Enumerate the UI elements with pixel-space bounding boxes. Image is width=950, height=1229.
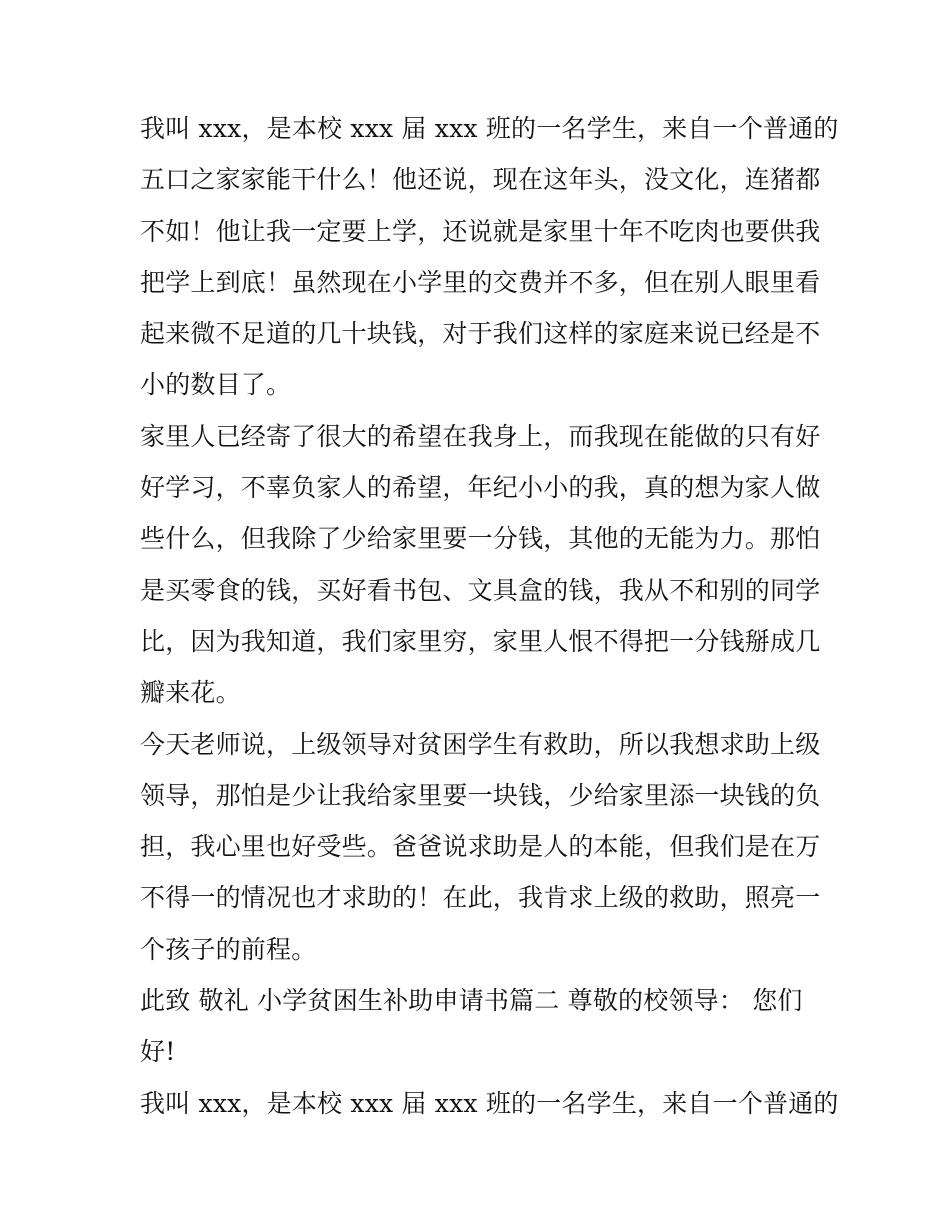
text-line-8: 好学习，不辜负家人的希望，年纪小小的我，真的想为家人做 [140,473,821,503]
text-line-16: 不得一的情况也才求助的！在此，我肯求上级的救助，照亮一 [140,883,821,913]
text-line-7: 家里人已经寄了很大的希望在我身上，而我现在能做的只有好 [140,421,821,451]
text-line-4: 把学上到底！虽然现在小学里的交费并不多，但在别人眼里看 [140,267,821,297]
text-line-10: 是买零食的钱，买好看书包、文具盒的钱，我从不和别的同学 [140,575,821,605]
text-line-17: 个孩子的前程。 [140,934,317,964]
text-line-1: 我叫 xxx，是本校 xxx 届 xxx 班的一名学生，来自一个普通的 [140,114,839,143]
text-line-19: 好! [140,1037,176,1067]
text-line-9: 些什么，但我除了少给家里要一分钱，其他的无能为力。那怕 [140,524,821,554]
text-line-3: 不如！他让我一定要上学，还说就是家里十年不吃肉也要供我 [140,216,821,246]
text-line-13: 今天老师说，上级领导对贫困学生有救助，所以我想求助上级 [140,729,821,759]
text-line-18: 此致 敬礼 小学贫困生补助申请书篇二 尊敬的校领导： 您们 [140,986,803,1016]
text-line-14: 领导，那怕是少让我给家里要一块钱，少给家里添一块钱的负 [140,780,821,810]
text-line-20: 我叫 xxx，是本校 xxx 届 xxx 班的一名学生，来自一个普通的 [140,1088,839,1118]
text-line-15: 担，我心里也好受些。爸爸说求助是人的本能，但我们是在万 [140,832,821,862]
text-line-11: 比，因为我知道，我们家里穷，家里人恨不得把一分钱掰成几 [140,626,821,656]
text-line-12: 瓣来花。 [140,678,241,708]
text-line-6: 小的数目了。 [140,370,292,400]
text-line-2: 五口之家家能干什么！他还说，现在这年头，没文化，连猪都 [140,165,821,195]
document-body [140,103,839,1129]
text-line-5: 起来微不足道的几十块钱，对于我们这样的家庭来说已经是不 [140,319,821,349]
